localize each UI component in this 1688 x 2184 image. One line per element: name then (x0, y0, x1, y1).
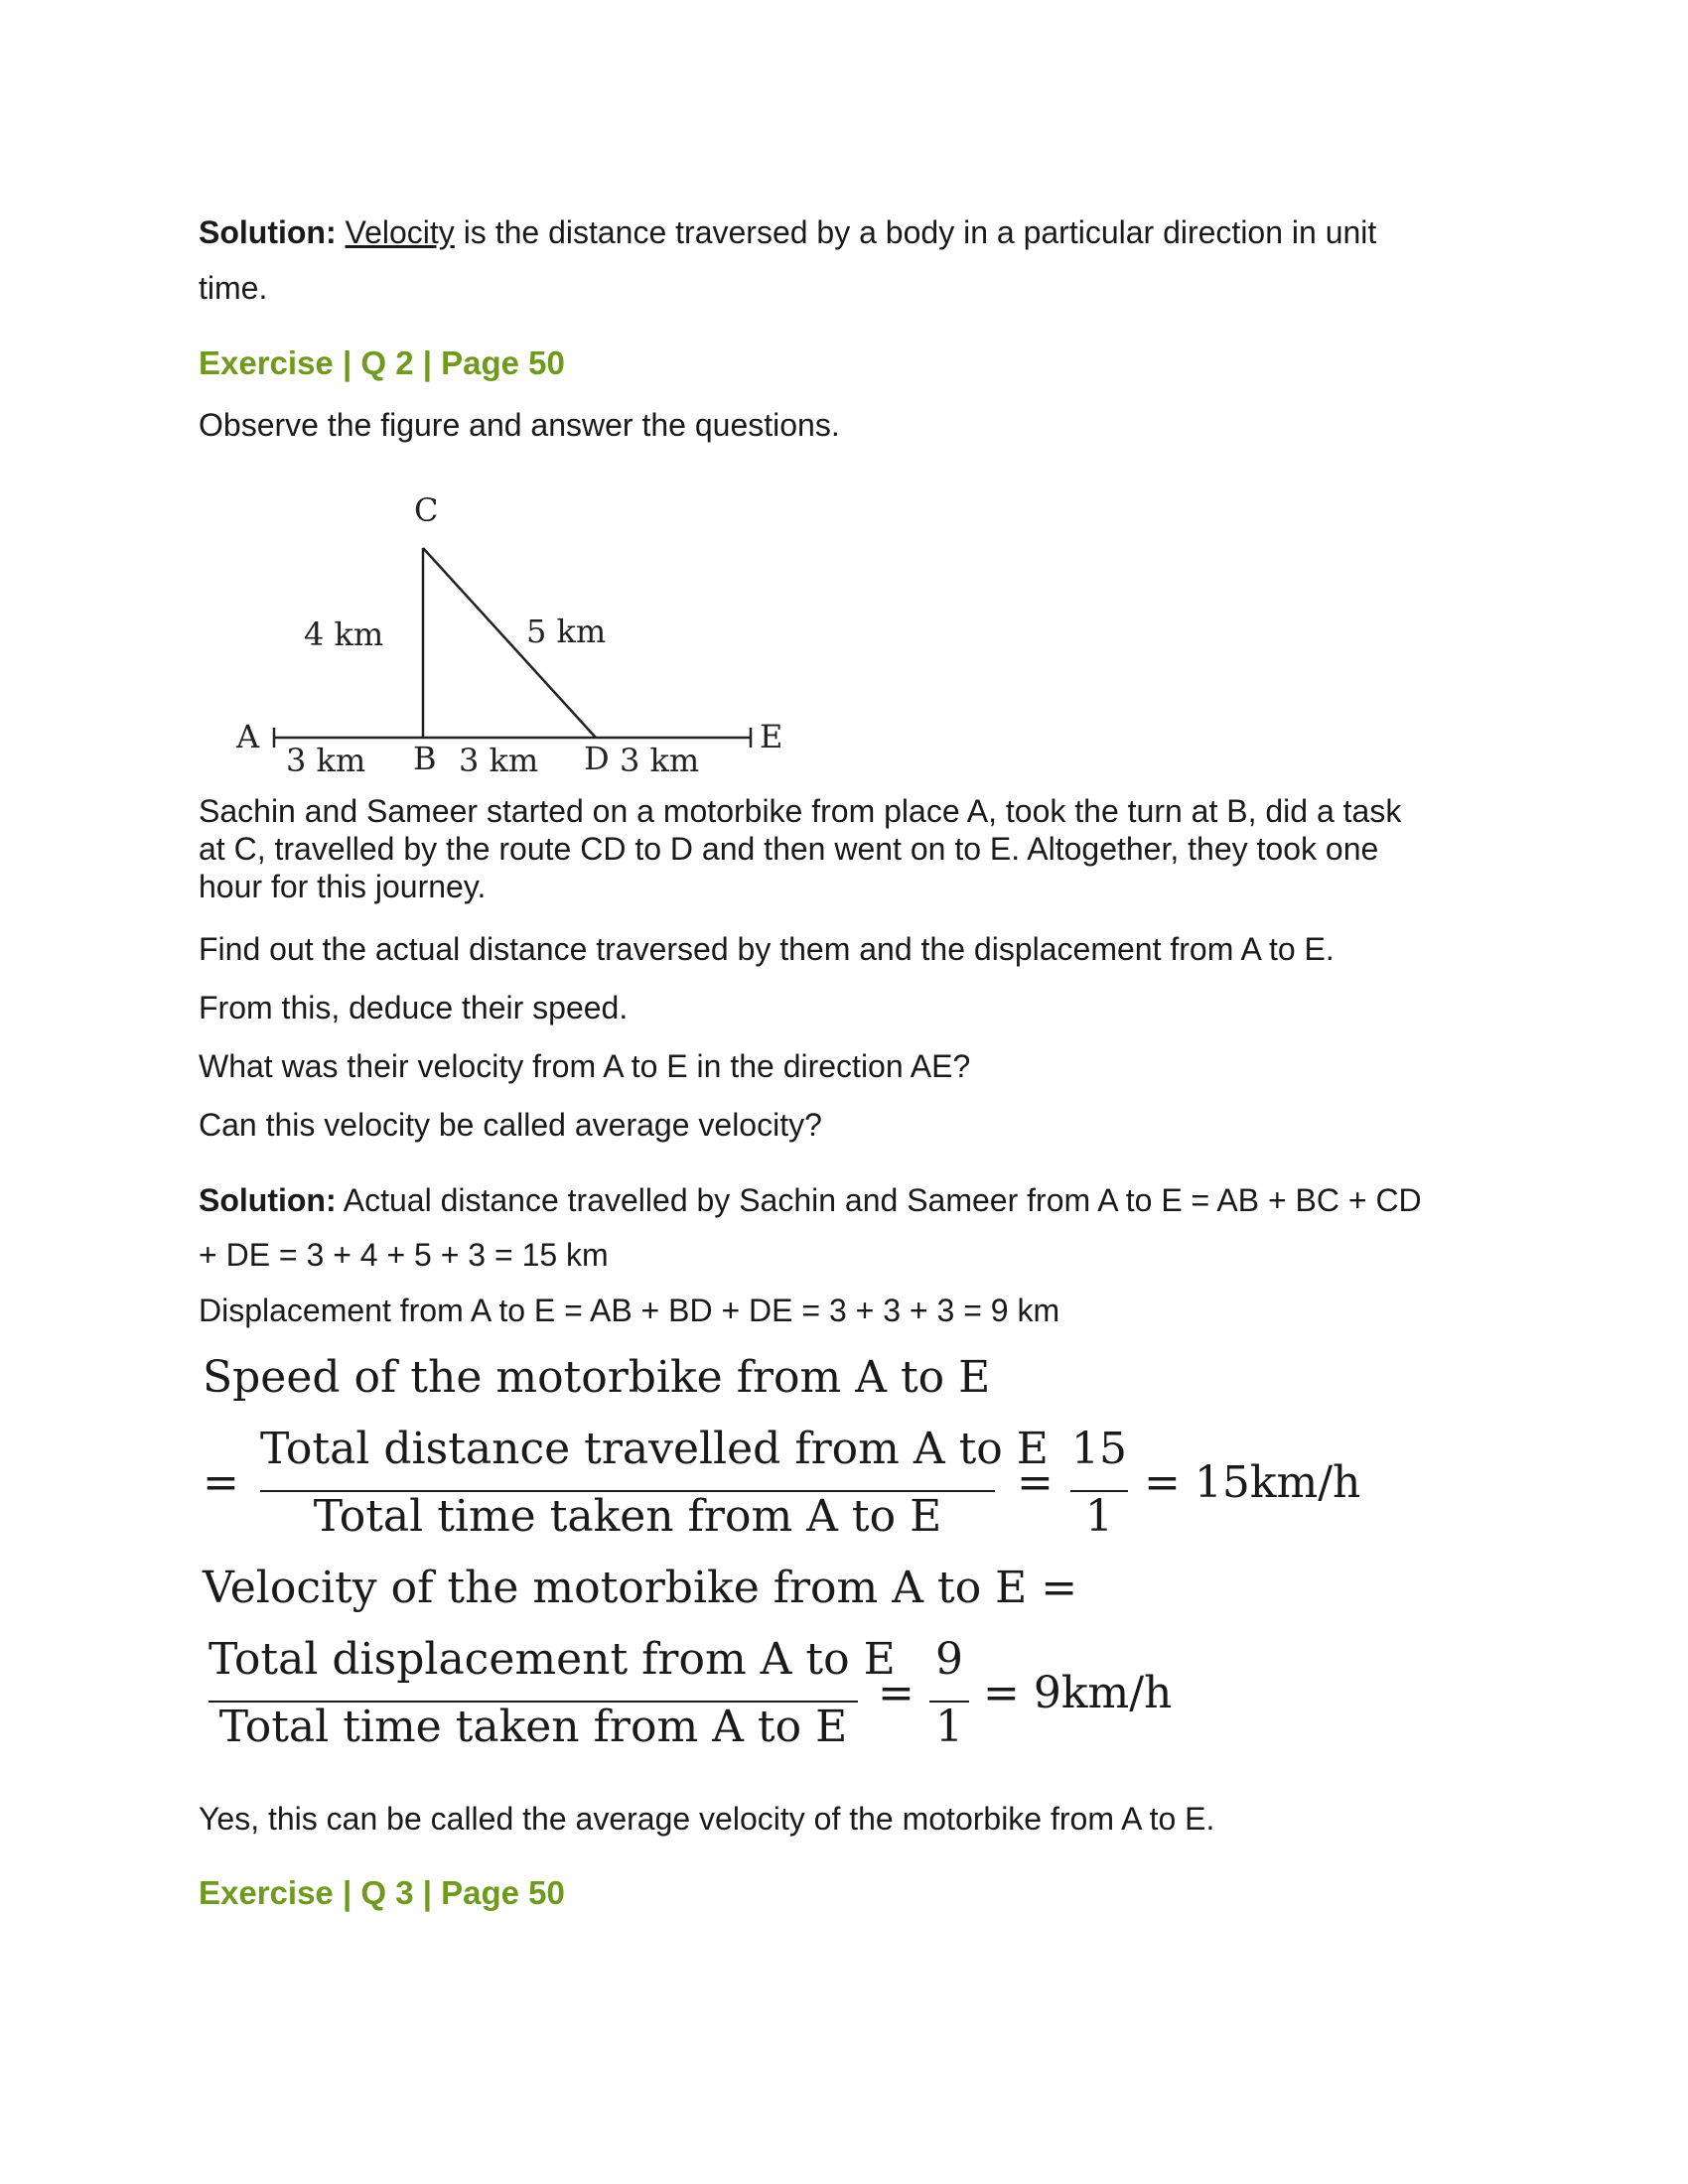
speed-numerator: Total distance travelled from A to E (260, 1424, 1049, 1474)
question-para-line3: hour for this journey. (199, 869, 487, 904)
label-de: 3 km (620, 742, 700, 779)
point-a-label: A (236, 718, 260, 755)
solution-label: Solution: (199, 214, 337, 250)
label-bc: 4 km (304, 615, 384, 653)
solution-velocity-line1 (199, 210, 1376, 254)
speed-value-denominator: 1 (1085, 1491, 1113, 1542)
exercise-q2-heading: Exercise | Q 2 | Page 50 (199, 344, 565, 381)
speed-value-numerator: 15 (1071, 1424, 1127, 1474)
conclusion-text: Yes, this can be called the average velocity of the motorbike from A to E. (199, 1801, 1215, 1837)
velocity-equals-2: = (878, 1668, 914, 1718)
speed-equals-2: = (1017, 1457, 1054, 1508)
speed-denominator: Total time taken from A to E (313, 1491, 942, 1542)
question-3: What was their velocity from A to E in the direction AE? (199, 1048, 971, 1084)
solution2-label: Solution: (199, 1182, 337, 1218)
exercise-q2-intro: Observe the figure and answer the questions. (199, 407, 840, 443)
speed-title: Speed of the motorbike from A to E (203, 1352, 991, 1403)
velocity-value-numerator: 9 (935, 1634, 963, 1685)
point-b-label: B (413, 740, 437, 777)
point-e-label: E (760, 718, 783, 755)
solution-velocity-line2: time. (199, 270, 268, 306)
question-4: Can this velocity be called average velocity? (199, 1107, 822, 1143)
speed-equals-1: = (203, 1457, 239, 1508)
label-ab: 3 km (286, 742, 366, 779)
question-para-line1: Sachin and Sameer started on a motorbike from place A, took the turn at B, did a task (199, 793, 1402, 829)
speed-result: = 15km/h (1144, 1457, 1361, 1508)
solution2-text: Actual distance travelled by Sachin and Sameer from A to E = AB + BC + CD (336, 1182, 1422, 1218)
velocity-title: Velocity of the motorbike from A to E = (203, 1563, 1078, 1613)
label-bd: 3 km (459, 742, 539, 779)
velocity-denominator: Total time taken from A to E (218, 1702, 848, 1752)
velocity-value-denominator: 1 (935, 1702, 963, 1752)
point-d-label: D (584, 740, 610, 777)
label-cd: 5 km (526, 613, 607, 650)
solution2-line3: Displacement from A to E = AB + BD + DE = 3 + 3 + 3 = 9 km (199, 1293, 1060, 1328)
question-para-line2: at C, travelled by the route CD to D and then went on to E. Altogether, they took one (199, 831, 1379, 867)
question-2: From this, deduce their speed. (199, 990, 629, 1025)
point-c-label: C (414, 491, 439, 529)
exercise-q3-heading: Exercise | Q 3 | Page 50 (199, 1874, 565, 1911)
solution-text: is the distance traversed by a body in a particular direction in unit (454, 214, 1377, 250)
velocity-numerator: Total displacement from A to E (209, 1634, 896, 1685)
route-figure (218, 477, 814, 794)
question-1: Find out the actual distance traversed by them and the displacement from A to E. (199, 931, 1335, 967)
velocity-result: = 9km/h (983, 1668, 1173, 1718)
solution2-line1 (199, 1178, 1422, 1222)
velocity-term: Velocity (345, 214, 455, 250)
solution2-line2: + DE = 3 + 4 + 5 + 3 = 15 km (199, 1237, 609, 1273)
